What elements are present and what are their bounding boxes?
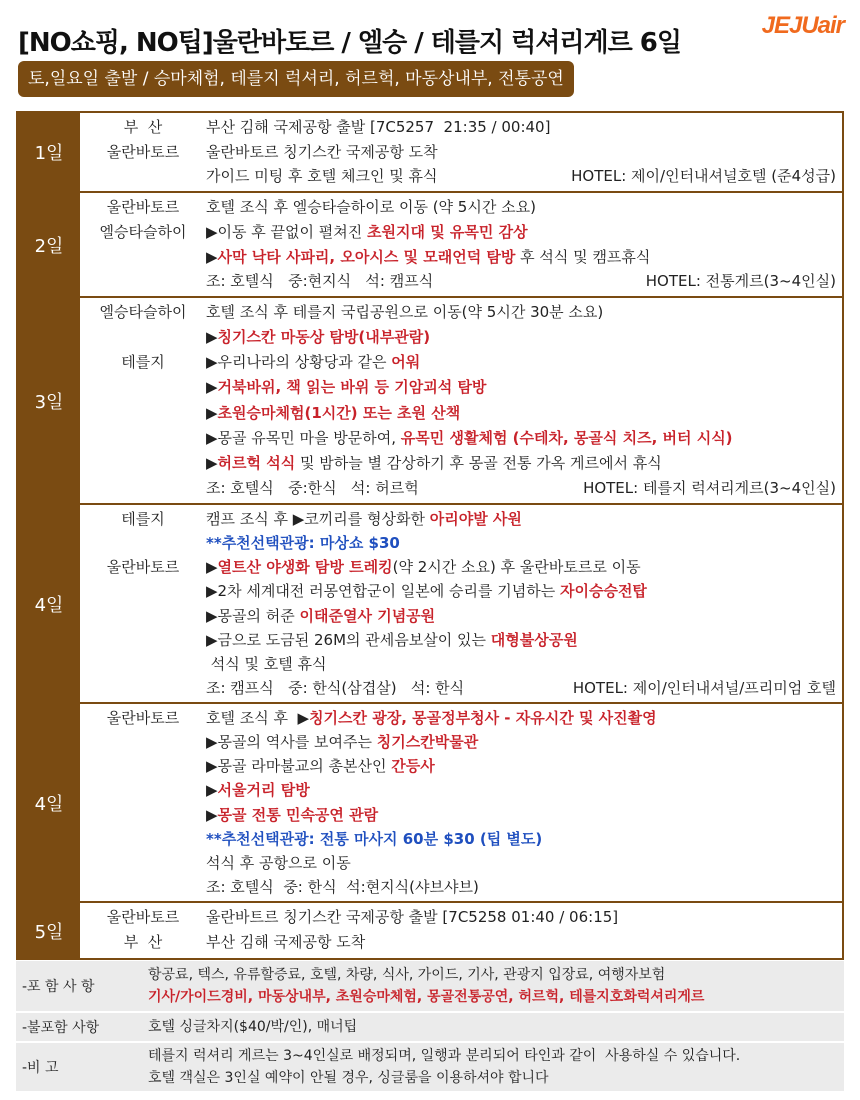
itinerary-text bbox=[206, 754, 842, 778]
text-segment: 가이드 미팅 후 호텔 체크인 및 휴식 bbox=[206, 167, 438, 186]
text-segment: ▶2차 세계대전 러몽연합군이 일본에 승리를 기념하는 bbox=[206, 582, 560, 601]
itinerary-line bbox=[80, 220, 842, 245]
day-row bbox=[18, 193, 842, 298]
note-text bbox=[146, 1043, 844, 1091]
text-segment: 캠프 조식 후 ▶코끼리를 형상화한 bbox=[206, 510, 430, 528]
itinerary-line bbox=[80, 905, 842, 930]
itinerary-line bbox=[80, 555, 842, 579]
location bbox=[80, 851, 206, 875]
note-row bbox=[16, 1013, 844, 1043]
text-segment: 항공료, 텍스, 유류할증료, 호텔, 차량, 식사, 가이드, 기사, 관광지 입장료, 여행자보험 bbox=[148, 967, 666, 983]
text-segment: 사막 낙타 사파리, 오아시스 및 모래언덕 탐방 bbox=[217, 247, 516, 266]
itinerary-text bbox=[206, 579, 842, 603]
itinerary-line bbox=[80, 628, 842, 652]
text-segment: 석식 및 호텔 휴식 bbox=[206, 654, 327, 673]
text-segment: ▶몽골 라마불교의 총본산인 bbox=[206, 757, 392, 776]
text-segment: 칭기스칸 마동상 탐방(내부관람) bbox=[217, 328, 431, 347]
text-segment: **추천선택관광: 마상쇼 $30 bbox=[206, 534, 400, 553]
itinerary-text bbox=[206, 531, 842, 555]
text-segment: 이태준열사 기념공원 bbox=[299, 606, 436, 625]
day-label: 4일 bbox=[18, 505, 80, 702]
day-row bbox=[18, 113, 842, 193]
text-segment: ▶ bbox=[206, 453, 218, 472]
text-segment: ▶ bbox=[206, 328, 218, 347]
location bbox=[80, 164, 206, 189]
text-segment: 후 석식 및 캠프휴식 bbox=[515, 247, 651, 266]
itinerary-line bbox=[80, 676, 842, 700]
location: 울란바토르 bbox=[106, 142, 180, 161]
itinerary-text bbox=[206, 778, 842, 802]
text-segment: 석식 후 공항으로 이동 bbox=[206, 853, 351, 872]
itinerary-line bbox=[80, 195, 842, 220]
text-segment: ▶이동 후 끝없이 펼쳐진 bbox=[206, 222, 368, 241]
itinerary-line bbox=[80, 827, 842, 851]
text-segment: ▶ bbox=[206, 805, 218, 824]
location: 부 산 bbox=[123, 118, 163, 136]
itinerary-text bbox=[206, 195, 842, 220]
itinerary-line bbox=[80, 375, 842, 400]
location bbox=[80, 827, 206, 851]
text-segment: ▶금으로 도금된 26M의 관세음보살이 있는 bbox=[206, 630, 491, 649]
itinerary-line bbox=[80, 300, 842, 325]
day-label: 1일 bbox=[18, 113, 80, 191]
text-segment: ▶몽골의 허준 bbox=[206, 606, 300, 625]
itinerary-text bbox=[206, 426, 842, 451]
note-row bbox=[16, 1043, 844, 1091]
text-segment: 몽골 전통 민속공연 관람 bbox=[217, 805, 379, 824]
day-body bbox=[80, 193, 842, 296]
text-segment: **추천선택관광: 전통 마사지 60분 $30 (팁 별도) bbox=[206, 829, 543, 848]
text-segment: 울란바토르 칭기스칸 국제공항 도착 bbox=[206, 142, 438, 161]
itinerary-line bbox=[80, 730, 842, 754]
location bbox=[80, 375, 206, 400]
text-segment: 조: 호텔식 중:한식 석: 허르헉 bbox=[206, 478, 419, 497]
note-line bbox=[148, 1016, 844, 1038]
text-segment: 칭기스칸박물관 bbox=[376, 733, 479, 752]
itinerary-text bbox=[206, 325, 842, 350]
text-segment: 울란바트르 칭기스칸 국제공항 출발 [7C5258 01:40 / 06:15] bbox=[206, 908, 619, 926]
location bbox=[80, 531, 206, 555]
location bbox=[80, 269, 206, 294]
itinerary-text bbox=[206, 164, 842, 189]
day-label: 4일 bbox=[18, 704, 80, 901]
note-line bbox=[148, 1045, 844, 1067]
itinerary-text bbox=[206, 555, 842, 579]
text-segment: 부산 김해 국제공항 도착 bbox=[206, 932, 366, 951]
itinerary-text bbox=[206, 115, 842, 140]
itinerary-line bbox=[80, 350, 842, 375]
text-segment: 호텔 싱글차지($40/박/인), 매너팁 bbox=[148, 1019, 358, 1035]
note-row bbox=[16, 961, 844, 1013]
text-segment: 간등사 bbox=[391, 757, 435, 776]
text-segment: ▶몽골 유목민 마을 방문하여, bbox=[206, 428, 401, 447]
itinerary-text bbox=[206, 706, 842, 730]
text-segment: 초원승마체험(1시간) 또는 초원 산책 bbox=[217, 403, 461, 422]
day-row bbox=[18, 903, 842, 958]
itinerary-line bbox=[80, 579, 842, 603]
itinerary-text bbox=[206, 220, 842, 245]
location: 테를지 bbox=[121, 353, 165, 372]
text-segment: 허르헉 석식 bbox=[217, 453, 296, 472]
header bbox=[0, 0, 860, 100]
text-segment: 호텔 조식 후 ▶ bbox=[206, 709, 310, 727]
itinerary-line bbox=[80, 778, 842, 802]
itinerary-line bbox=[80, 875, 842, 899]
day-row bbox=[18, 505, 842, 704]
location bbox=[80, 451, 206, 476]
location bbox=[80, 730, 206, 754]
itinerary-text bbox=[206, 827, 842, 851]
itinerary-line bbox=[80, 401, 842, 426]
itinerary-text bbox=[206, 476, 842, 501]
text-segment: 거북바위, 책 읽는 바위 등 기암괴석 탐방 bbox=[217, 378, 487, 397]
text-segment: 초원지대 및 유목민 감상 bbox=[367, 222, 528, 241]
itinerary-line bbox=[80, 531, 842, 555]
day-body bbox=[80, 298, 842, 503]
text-segment: ▶ bbox=[206, 558, 218, 577]
itinerary-text bbox=[206, 851, 842, 875]
location bbox=[80, 476, 206, 501]
note-label: -포 함 사 항 bbox=[22, 979, 95, 995]
location: 울란바토르 bbox=[106, 558, 180, 577]
itinerary-line bbox=[80, 115, 842, 140]
itinerary-line bbox=[80, 325, 842, 350]
location bbox=[80, 652, 206, 676]
location: 엘승타슬하이 bbox=[99, 222, 187, 241]
location bbox=[80, 676, 206, 700]
itinerary-text bbox=[206, 350, 842, 375]
location: 울란바토르 bbox=[106, 709, 180, 727]
itinerary-line bbox=[80, 476, 842, 501]
note-line bbox=[148, 986, 844, 1008]
text-segment: 어워 bbox=[391, 353, 421, 372]
airline-logo: JEJUair bbox=[761, 12, 844, 39]
text-segment: (약 2시간 소요) 후 울란바토르로 이동 bbox=[392, 558, 641, 577]
text-segment: 유목민 생활체험 (수테차, 몽골식 치즈, 버터 시식) bbox=[400, 428, 733, 447]
itinerary-text bbox=[206, 905, 842, 930]
day-row bbox=[18, 704, 842, 903]
itinerary-line bbox=[80, 426, 842, 451]
text-segment: 및 밤하늘 별 감상하기 후 몽골 전통 가옥 게르에서 휴식 bbox=[295, 453, 662, 472]
note-line bbox=[148, 1067, 844, 1089]
text-segment: ▶몽골의 역사를 보여주는 bbox=[206, 733, 377, 752]
itinerary-text bbox=[206, 375, 842, 400]
location bbox=[80, 579, 206, 603]
day-label: 5일 bbox=[18, 903, 80, 958]
note-text bbox=[146, 961, 844, 1011]
text-segment: 조: 호텔식 중: 한식 석:현지식(샤브샤브) bbox=[206, 877, 479, 896]
itinerary-line bbox=[80, 269, 842, 294]
location bbox=[80, 604, 206, 628]
text-segment: ▶ bbox=[206, 247, 218, 266]
location bbox=[80, 245, 206, 270]
notes-table bbox=[16, 961, 844, 1091]
itinerary-line bbox=[80, 164, 842, 189]
subtitle-banner: 토,일요일 출발 / 승마체험, 테를지 럭셔리, 허르헉, 마동상내부, 전통공연 bbox=[18, 61, 574, 97]
location bbox=[80, 803, 206, 827]
text-segment: 서울거리 탐방 bbox=[217, 781, 310, 800]
itinerary-text bbox=[206, 451, 842, 476]
day-body bbox=[80, 903, 842, 958]
itinerary-line bbox=[80, 451, 842, 476]
hotel-info: HOTEL: 제이/인터내셔널/프리미엄 호텔 bbox=[572, 678, 836, 697]
itinerary-line bbox=[80, 803, 842, 827]
itinerary-line bbox=[80, 140, 842, 165]
text-segment: ▶ bbox=[206, 781, 218, 800]
itinerary-text bbox=[206, 652, 842, 676]
itinerary-text bbox=[206, 730, 842, 754]
itinerary-text bbox=[206, 245, 842, 270]
text-segment: 열트산 야생화 탐방 트레킹 bbox=[217, 558, 393, 577]
location bbox=[80, 628, 206, 652]
text-segment: 호텔 객실은 3인실 예약이 안될 경우, 싱글룸을 이용하셔야 합니다 bbox=[148, 1070, 549, 1086]
text-segment: 테를지 럭셔리 게르는 3~4인실로 배정되며, 일행과 분리되어 타인과 같이 사용하실 수 있습니다. bbox=[148, 1048, 741, 1064]
itinerary-text bbox=[206, 676, 842, 700]
text-segment: 부산 김해 국제공항 출발 [7C5257 21:35 / 00:40] bbox=[206, 118, 551, 136]
note-label: -비 고 bbox=[22, 1060, 59, 1076]
day-label: 3일 bbox=[18, 298, 80, 503]
location: 엘승타슬하이 bbox=[99, 303, 187, 321]
note-text bbox=[146, 1013, 844, 1041]
itinerary-text bbox=[206, 875, 842, 899]
itinerary-text bbox=[206, 930, 842, 955]
itinerary-line bbox=[80, 245, 842, 270]
itinerary-line bbox=[80, 652, 842, 676]
location: 울란바토르 bbox=[106, 198, 180, 216]
location bbox=[80, 875, 206, 899]
itinerary-table bbox=[16, 111, 844, 960]
text-segment: ▶ bbox=[206, 403, 218, 422]
itinerary-line bbox=[80, 754, 842, 778]
location: 울란바토르 bbox=[106, 908, 180, 926]
note-line bbox=[148, 964, 844, 986]
text-segment: ▶우리나라의 상황당과 같은 bbox=[206, 353, 392, 372]
text-segment: 칭기스칸 광장, 몽골정부청사 - 자유시간 및 사진촬영 bbox=[309, 709, 657, 727]
location: 테를지 bbox=[121, 510, 165, 528]
itinerary-text bbox=[206, 507, 842, 531]
itinerary-text bbox=[206, 628, 842, 652]
day-body bbox=[80, 113, 842, 191]
itinerary-text bbox=[206, 269, 842, 294]
itinerary-line bbox=[80, 930, 842, 955]
day-body bbox=[80, 505, 842, 702]
location bbox=[80, 754, 206, 778]
itinerary-text bbox=[206, 604, 842, 628]
day-label: 2일 bbox=[18, 193, 80, 296]
text-segment: 기사/가이드경비, 마동상내부, 초원승마체험, 몽골전통공연, 허르헉, 테를지호화럭셔리게르 bbox=[148, 989, 705, 1005]
location bbox=[80, 426, 206, 451]
day-row bbox=[18, 298, 842, 505]
page-title: [NO쇼핑, NO팁]울란바토르 / 엘승 / 테를지 럭셔리게르 6일 bbox=[18, 28, 682, 58]
text-segment: 대형불상공원 bbox=[490, 630, 578, 649]
hotel-info: HOTEL: 전통게르(3~4인실) bbox=[645, 272, 836, 291]
location bbox=[80, 325, 206, 350]
hotel-info: HOTEL: 제이/인터내셔널호텔 (준4성급) bbox=[571, 167, 836, 186]
itinerary-text bbox=[206, 803, 842, 827]
location: 부 산 bbox=[123, 932, 163, 951]
text-segment: 조: 호텔식 중:현지식 석: 캠프식 bbox=[206, 272, 434, 291]
text-segment: 조: 캠프식 중: 한식(삼겹살) 석: 한식 bbox=[206, 678, 465, 697]
hotel-info: HOTEL: 테를지 럭셔리게르(3~4인실) bbox=[583, 478, 836, 497]
itinerary-text bbox=[206, 401, 842, 426]
itinerary-line bbox=[80, 604, 842, 628]
note-label: -불포함 사항 bbox=[22, 1020, 100, 1036]
itinerary-text bbox=[206, 140, 842, 165]
itinerary-line bbox=[80, 851, 842, 875]
text-segment: 자이승승전탑 bbox=[559, 582, 647, 601]
itinerary-line bbox=[80, 706, 842, 730]
text-segment: ▶ bbox=[206, 378, 218, 397]
text-segment: 호텔 조식 후 테를지 국립공원으로 이동(약 5시간 30분 소요) bbox=[206, 303, 604, 321]
text-segment: 호텔 조식 후 엘승타슬하이로 이동 (약 5시간 소요) bbox=[206, 198, 536, 216]
itinerary-text bbox=[206, 300, 842, 325]
text-segment: 아리야발 사원 bbox=[429, 510, 522, 528]
location bbox=[80, 401, 206, 426]
location bbox=[80, 778, 206, 802]
day-body bbox=[80, 704, 842, 901]
itinerary-line bbox=[80, 507, 842, 531]
